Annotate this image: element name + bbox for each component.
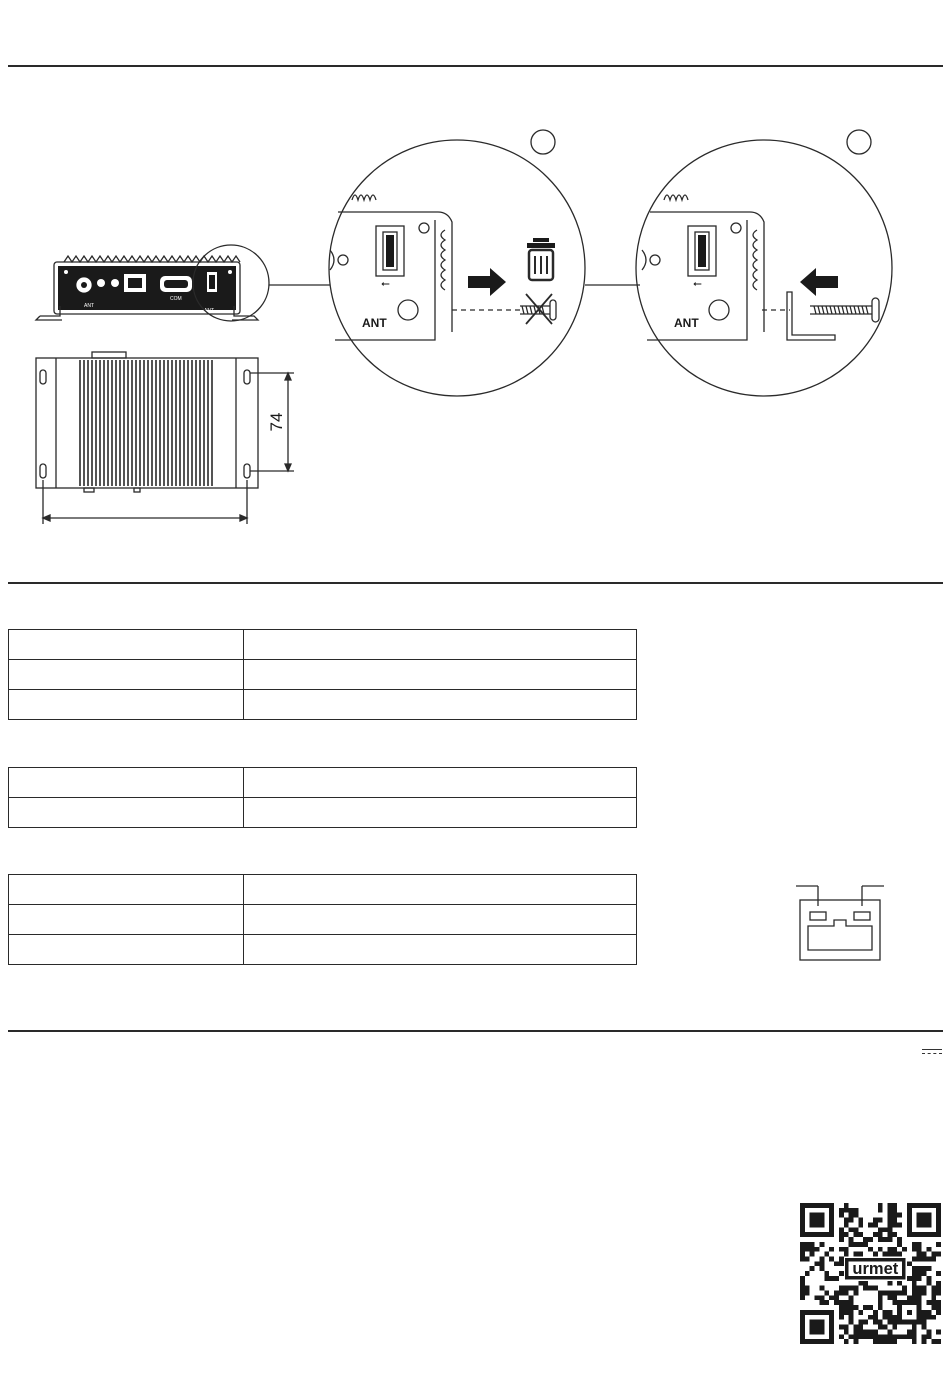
zoom-label-ant-1: ANT [362, 316, 387, 330]
section-divider-bottom [8, 1030, 943, 1032]
table-cell [244, 690, 637, 720]
bracket-icon [787, 292, 835, 340]
table-cell [9, 660, 244, 690]
installation-figure [0, 0, 950, 540]
front-label-com: COM [170, 296, 182, 302]
qr-code [800, 1203, 941, 1344]
table-row [9, 875, 637, 905]
screw-crossed-icon [520, 294, 556, 324]
table-row [9, 798, 637, 828]
table-cell [9, 875, 244, 905]
table-cell [9, 768, 244, 798]
table-row [9, 690, 637, 720]
spec-table-2 [8, 767, 637, 828]
section-divider-middle [8, 582, 943, 584]
spec-table-3 [8, 874, 637, 965]
table-cell [9, 690, 244, 720]
callout-circle-2 [847, 130, 871, 154]
table-cell [9, 905, 244, 935]
table-row [9, 630, 637, 660]
led-left-icon [810, 912, 826, 920]
table-cell [9, 798, 244, 828]
arrow-right-icon [468, 268, 506, 296]
table-cell [244, 798, 637, 828]
zoom-detail-insert [636, 140, 892, 396]
table-row [9, 768, 637, 798]
table-cell [244, 875, 637, 905]
zoom-detail-remove [329, 140, 585, 396]
led-right-icon [854, 912, 870, 920]
callout-circle-1 [531, 130, 555, 154]
front-label-ant-2: ANT [204, 308, 214, 314]
urmet-logo: urmet [852, 1258, 899, 1278]
device-front-view [36, 256, 258, 320]
table-row [9, 660, 637, 690]
arrow-left-icon [800, 268, 838, 296]
screw-icon [810, 298, 879, 322]
table-row [9, 905, 637, 935]
table-cell [244, 935, 637, 965]
table-row [9, 935, 637, 965]
front-label-ant: ANT [84, 303, 94, 309]
table-cell [244, 768, 637, 798]
table-cell [9, 630, 244, 660]
trash-icon [527, 238, 555, 280]
table-cell [244, 630, 637, 660]
svg-text:⭠: ⭠ [381, 277, 390, 290]
table-cell [244, 660, 637, 690]
zoom-label-ant-2: ANT [674, 316, 699, 330]
dimension-74-label: 74 [267, 412, 286, 432]
svg-text:⭠: ⭠ [693, 277, 702, 290]
dimension-width [43, 480, 247, 524]
dc-symbol-icon [922, 1049, 942, 1056]
table-cell [244, 905, 637, 935]
device-top-view [36, 352, 258, 492]
ethernet-port-diagram [790, 880, 890, 970]
spec-table-1 [8, 629, 637, 720]
table-cell [9, 935, 244, 965]
